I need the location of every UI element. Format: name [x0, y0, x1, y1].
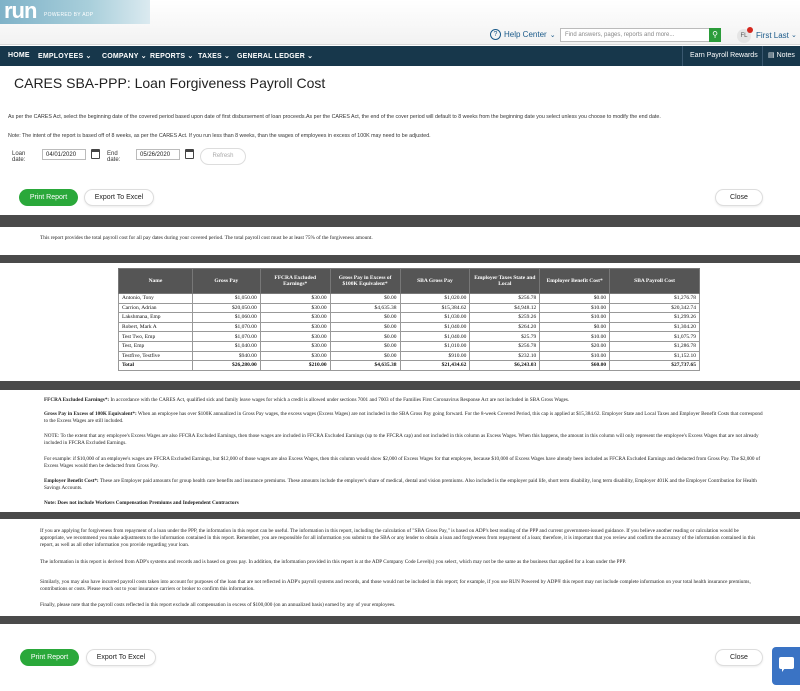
amount-cell: $0.00 — [330, 351, 400, 361]
amount-cell: $1,020.00 — [400, 294, 470, 304]
amount-cell: $1,276.78 — [610, 294, 700, 304]
amount-cell: $25.79 — [470, 332, 540, 342]
amount-cell: $15,384.62 — [400, 303, 470, 313]
amount-cell: $1,030.00 — [400, 313, 470, 323]
column-header: Employer Taxes State and Local — [470, 269, 540, 294]
refresh-button[interactable]: Refresh — [200, 148, 246, 165]
amount-cell: $27,737.65 — [610, 361, 700, 371]
amount-cell: $1,075.79 — [610, 332, 700, 342]
amount-cell: $1,060.00 — [192, 313, 260, 323]
end-date-input[interactable]: 05/26/2020 — [136, 149, 180, 160]
amount-cell: $1,286.78 — [610, 341, 700, 351]
calendar-icon[interactable] — [185, 149, 194, 159]
amount-cell: $256.78 — [470, 341, 540, 351]
chevron-down-icon: ⌄ — [549, 31, 556, 39]
amount-cell: $910.00 — [400, 351, 470, 361]
chevron-down-icon: ⌄ — [791, 32, 797, 39]
disclaimer-paragraph: If you are applying for forgiveness from repayment of a loan under the PPP, the information in this report can be useful. The information in this report, including the calculation of "SBA Gross Pay," is based on ADP's best reading of the PPP and current government-issued guidance. If you believe another reading or calculation would be appropriate, we recommend you make adjustments to the information contained in this report. Remember, you are responsible for all information you submit to the SBA or any lender to obtain a loan and forgiveness from repayment of a loan; therefore, it is important that you review and confirm the accuracy of the information contained in this report, as well as all other information you provide regarding your loan. — [40, 528, 756, 548]
report-divider — [0, 255, 800, 263]
table-row — [119, 341, 700, 351]
notes-button[interactable] — [768, 46, 795, 66]
footnote-benefit — [44, 478, 764, 492]
amount-cell: $1,010.00 — [400, 341, 470, 351]
employee-name-cell: Total — [119, 361, 193, 371]
employee-name-cell: Testfive, Testfive — [119, 351, 193, 361]
report-divider — [0, 512, 800, 519]
column-header: SBA Gross Pay — [400, 269, 470, 294]
end-date-label: End date: — [107, 151, 121, 163]
amount-cell: $20,050.00 — [192, 303, 260, 313]
help-icon: ? — [490, 29, 501, 40]
notes-label: Notes — [776, 52, 795, 59]
print-report-button[interactable]: Print Report — [20, 649, 79, 666]
table-row — [119, 313, 700, 323]
amount-cell: $1,040.00 — [400, 332, 470, 342]
column-header: Name — [119, 269, 193, 294]
search-icon: ⚲ — [712, 30, 718, 39]
amount-cell: $0.00 — [330, 341, 400, 351]
amount-cell: $4,635.38 — [330, 303, 400, 313]
amount-cell: $30.00 — [260, 332, 330, 342]
employee-name-cell: Lakshmana, Emp — [119, 313, 193, 323]
amount-cell: $1,040.00 — [192, 341, 260, 351]
amount-cell: $30.00 — [260, 351, 330, 361]
loan-date-input[interactable]: 04/01/2020 — [42, 149, 86, 160]
employee-name-cell: Test, Emp — [119, 341, 193, 351]
footnote-benefit-title: Employer Benefit Cost*: — [44, 478, 99, 484]
disclaimer-paragraph: Similarly, you may also have incurred payroll costs taken into account for purposes of the loan that are not reflected in ADP's payroll systems and records, and those would not be included in this report; for example, if you use RUN Powered by ADP® this report may not include complete information on your total health insurance premiums, contributions or costs. Please reach out to your insurance carriers or broker to confirm this information. — [40, 579, 751, 592]
amount-cell: $30.00 — [260, 322, 330, 332]
nav-reports[interactable]: REPORTS ⌄ — [150, 53, 194, 60]
amount-cell: $60.00 — [540, 361, 610, 371]
nav-company-label: COMPANY — [102, 53, 139, 60]
amount-cell: $0.00 — [540, 294, 610, 304]
amount-cell: $10.00 — [540, 313, 610, 323]
intro-text: As per the CARES Act, select the beginning date of the covered period based upon date of first disbursement of loan proceeds.As per the CARES Act, the end of the cover period will default to 8 weeks from the beginning date you select unless you choose to modify the end date. — [8, 114, 661, 120]
amount-cell: $264.20 — [470, 322, 540, 332]
footnote-excess — [44, 411, 764, 425]
nav-taxes[interactable]: TAXES ⌄ — [198, 53, 231, 60]
avatar[interactable]: FL — [737, 29, 751, 43]
help-center-link[interactable] — [490, 29, 556, 40]
disclaimer-paragraph: Finally, please note that the payroll costs reflected in this report exclude all compensation in excess of $100,000 (on an annualized basis) earned by any of your employees. — [40, 602, 396, 608]
footnote-example: For example: if $10,000 of an employee's wages are FFCRA Excluded Earnings, but $12,000 of those wages are also Excess Wages, then this column would show $2,000 of Excess Wages for that employee, because $10,000 of Excess Wages have already been included as FFCRA Excluded Earnings and deducted from Gross Pay. The $2,000 of Excess Wages would then be deducted from Gross Pay. — [44, 456, 761, 469]
footnote-benefit-text: These are Employer paid amounts for group health care benefits and insurance premiums. These amounts include the employer's share of medical, dental and vision premiums. Also included is the employer paid life, short term disability, long term disability, Employer 401K and the Employer Contribution for Health Savings Accounts. — [44, 478, 757, 491]
user-menu[interactable]: First Last — [756, 31, 789, 40]
report-summary: This report provides the total payroll cost for all pay dates during your covered period. The total payroll cost must be at least 75% of the forgiveness amount. — [40, 235, 373, 241]
employee-name-cell: Test Two, Emp — [119, 332, 193, 342]
amount-cell: $30.00 — [260, 303, 330, 313]
amount-cell: $20,342.74 — [610, 303, 700, 313]
amount-cell: $232.10 — [470, 351, 540, 361]
amount-cell: $210.00 — [260, 361, 330, 371]
logo-text: run — [4, 0, 37, 23]
search-input[interactable]: Find answers, pages, reports and more... — [560, 28, 720, 42]
print-report-button[interactable]: Print Report — [19, 189, 78, 206]
nav-divider — [762, 46, 763, 66]
column-header: Gross Pay — [192, 269, 260, 294]
table-row — [119, 303, 700, 313]
employee-name-cell: Robert, Mark A — [119, 322, 193, 332]
employee-name-cell: Carrion, Adrian — [119, 303, 193, 313]
table-row — [119, 322, 700, 332]
amount-cell: $26,280.00 — [192, 361, 260, 371]
table-total-row — [119, 361, 700, 371]
nav-employees-label: EMPLOYEES — [38, 53, 84, 60]
nav-taxes-label: TAXES — [198, 53, 222, 60]
amount-cell: $30.00 — [260, 341, 330, 351]
report-divider — [0, 215, 800, 227]
amount-cell: $10.00 — [540, 303, 610, 313]
export-to-excel-button[interactable]: Export To Excel — [84, 189, 154, 206]
table-row — [119, 294, 700, 304]
footnote-note-excess: NOTE: To the extent that any employee's Excess Wages are also FFCRA Excluded Earnings, then those wages are included in FFCRA Excluded Earnings (up to the FFCRA cap) and not included in this column as Excess Wages. When this happens, the amount in this column will only represent the employee's Excess Wages that are not already included in FFCRA Excluded Earnings. — [44, 433, 759, 446]
close-button[interactable]: Close — [715, 649, 763, 666]
payroll-cost-table — [118, 268, 700, 371]
nav-home[interactable]: HOME — [8, 52, 30, 59]
report-divider — [0, 381, 800, 390]
footnote-ffcra-title: FFCRA Excluded Earnings*: — [44, 397, 110, 403]
export-to-excel-button[interactable]: Export To Excel — [86, 649, 156, 666]
nav-employees[interactable]: EMPLOYEES ⌄ — [38, 53, 92, 60]
amount-cell: $1,040.00 — [400, 322, 470, 332]
amount-cell: $0.00 — [330, 294, 400, 304]
amount-cell: $1,299.26 — [610, 313, 700, 323]
amount-cell: $0.00 — [330, 322, 400, 332]
amount-cell: $0.00 — [540, 322, 610, 332]
footnote-ffcra-text: In accordance with the CARES Act, qualified sick and family leave wages for which a credit is allowed under sections 7001 and 7003 of the Families First Coronavirus Response Act are not included in SBA Gross Wages. — [109, 397, 570, 403]
intro-note: Note: The intent of the report is based off of 8 weeks, as per the CARES Act. If you run less than 8 weeks, than the wages of employees in excess of 100K may need to be adjusted. — [8, 133, 431, 139]
amount-cell: $1,152.10 — [610, 351, 700, 361]
page-title: CARES SBA-PPP: Loan Forgiveness Payroll Cost — [14, 75, 326, 91]
logo-subtitle: POWERED BY ADP — [44, 12, 94, 18]
nav-divider — [682, 46, 683, 66]
column-header: SBA Payroll Cost — [610, 269, 700, 294]
top-bar — [0, 0, 800, 45]
amount-cell: $0.00 — [330, 313, 400, 323]
amount-cell: $1,050.00 — [192, 294, 260, 304]
amount-cell: $1,070.00 — [192, 322, 260, 332]
footnote-note-wc: Note: Does not include Workers Compensation Premiums and Independent Contractors — [44, 500, 239, 506]
amount-cell: $256.78 — [470, 294, 540, 304]
table-row — [119, 351, 700, 361]
calendar-icon[interactable] — [91, 149, 100, 159]
table-body — [119, 294, 700, 371]
amount-cell: $6,243.03 — [470, 361, 540, 371]
column-header: Employer Benefit Cost* — [540, 269, 610, 294]
brand-logo[interactable] — [0, 0, 150, 24]
table-row — [119, 332, 700, 342]
notification-dot — [747, 27, 753, 33]
table-header-row — [119, 269, 700, 294]
amount-cell: $10.00 — [540, 332, 610, 342]
loan-date-label: Loan date: — [12, 151, 26, 163]
column-header: FFCRA Excluded Earnings* — [260, 269, 330, 294]
report-divider — [0, 616, 800, 624]
search-button[interactable] — [709, 28, 721, 42]
employee-name-cell: Antonio, Tony — [119, 294, 193, 304]
amount-cell: $940.00 — [192, 351, 260, 361]
footnote-excess-text: When an employee has over $100K annualized in Gross Pay wages, the excess wages (Excess Wages) are not included in the SBA Gross Pay going forward. For the 8-week Covered Period, this cap is applied at $15,384.62. Employer State and Local Taxes and Employer Benefit Costs that correspond to the Excess Wages are still included. — [44, 411, 763, 424]
amount-cell: $4,948.12 — [470, 303, 540, 313]
nav-company[interactable]: COMPANY ⌄ — [102, 53, 147, 60]
amount-cell: $4,635.38 — [330, 361, 400, 371]
footnote-ffcra — [44, 397, 764, 404]
chat-icon — [779, 657, 794, 669]
amount-cell: $21,434.62 — [400, 361, 470, 371]
column-header: Gross Pay in Excess of $100K Equivalent* — [330, 269, 400, 294]
amount-cell: $30.00 — [260, 313, 330, 323]
disclaimer-paragraph: The information in this report is derived from ADP's systems and records and is based on gross pay. In addition, the information provided in this report is at the ADP Company Code Level(s) you select, which may not be the same as the business that applied for a loan under the PPP. — [40, 559, 627, 565]
amount-cell: $10.00 — [540, 351, 610, 361]
notes-icon: ▤ — [768, 52, 775, 59]
nav-reports-label: REPORTS — [150, 53, 186, 60]
close-button[interactable]: Close — [715, 189, 763, 206]
help-center-label: Help Center — [504, 30, 547, 39]
amount-cell: $30.00 — [260, 294, 330, 304]
amount-cell: $259.26 — [470, 313, 540, 323]
earn-payroll-rewards-link[interactable]: Earn Payroll Rewards — [690, 52, 758, 59]
nav-general-ledger[interactable]: GENERAL LEDGER ⌄ — [237, 53, 314, 60]
amount-cell: $20.00 — [540, 341, 610, 351]
main-nav — [0, 46, 800, 66]
amount-cell: $0.00 — [330, 332, 400, 342]
nav-general-ledger-label: GENERAL LEDGER — [237, 53, 306, 60]
amount-cell: $1,070.00 — [192, 332, 260, 342]
amount-cell: $1,304.20 — [610, 322, 700, 332]
footnote-excess-title: Gross Pay in Excess of 100K Equivalent*: — [44, 411, 137, 417]
